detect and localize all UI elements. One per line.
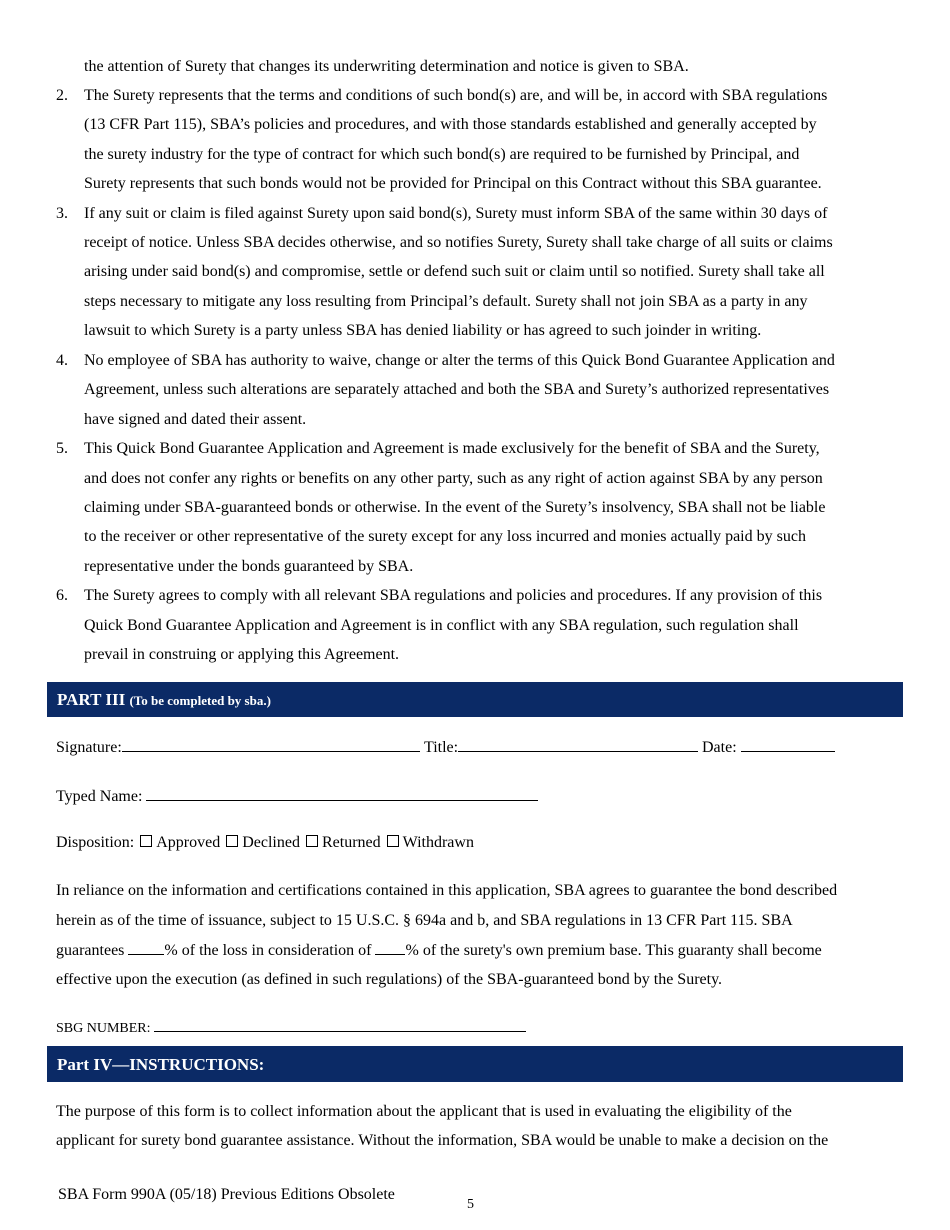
item-number: 6. [56, 587, 68, 604]
item-line: prevail in construing or applying this Agreement. [84, 646, 400, 663]
date-line[interactable] [741, 737, 835, 752]
form-footer-id: SBA Form 990A (05/18) Previous Editions Obsolete [58, 1186, 395, 1203]
sbg-number-label: SBG NUMBER: [56, 1021, 151, 1036]
returned-label: Returned [321, 834, 381, 851]
disposition-row [56, 833, 474, 853]
part3-header [47, 682, 903, 717]
signature-label: Signature: [56, 739, 122, 756]
date-field[interactable] [702, 737, 835, 758]
part3-title: PART III [57, 690, 126, 709]
declined-checkbox[interactable] [226, 835, 238, 847]
typed-name-line[interactable] [146, 786, 538, 801]
sbg-number-line[interactable] [154, 1019, 526, 1032]
reliance-line: In reliance on the information and certifications contained in this application, SBA agrees to guarantee the bond described [56, 882, 838, 899]
part4-title: Part IV—INSTRUCTIONS: [57, 1055, 265, 1074]
typed-name-field[interactable] [56, 786, 538, 807]
item-line: representative under the bonds guaranteed by SBA. [84, 558, 414, 575]
title-field[interactable] [424, 737, 698, 758]
typed-name-label: Typed Name: [56, 788, 143, 805]
item-line: Quick Bond Guarantee Application and Agreement is in conflict with any SBA regulation, such regulation shall [84, 617, 799, 634]
guarantees-line [56, 940, 822, 961]
title-label: Title: [424, 739, 459, 756]
guarantees-text: % of the loss in consideration of [164, 942, 372, 959]
instructions-line: applicant for surety bond guarantee assistance. Without the information, SBA would be unable to make a decision on the [56, 1132, 829, 1149]
instructions-line: The purpose of this form is to collect information about the applicant that is used in evaluating the eligibility of the [56, 1103, 792, 1120]
withdrawn-label: Withdrawn [402, 834, 474, 851]
item-line: (13 CFR Part 115), SBA’s policies and procedures, and with those standards established and generally accepted by [84, 116, 817, 133]
reliance-line: herein as of the time of issuance, subject to 15 U.S.C. § 694a and b, and SBA regulations in 13 CFR Part 115. SBA [56, 912, 793, 929]
declined-label: Declined [242, 834, 300, 851]
guarantees-text: guarantees [56, 942, 125, 959]
date-label: Date: [702, 739, 737, 756]
page-number: 5 [467, 1197, 474, 1212]
loss-percent-blank[interactable] [128, 940, 164, 955]
item-line: have signed and dated their assent. [84, 411, 307, 428]
returned-checkbox[interactable] [306, 835, 318, 847]
approved-label: Approved [156, 834, 221, 851]
item-line: Agreement, unless such alterations are separately attached and both the SBA and Surety’s authorized representatives [84, 381, 830, 398]
item-line: claiming under SBA-guaranteed bonds or otherwise. In the event of the Surety’s insolvency, SBA shall not be liable [84, 499, 826, 516]
premium-percent-blank[interactable] [375, 940, 405, 955]
item-line: receipt of notice. Unless SBA decides otherwise, and so notifies Surety, Surety shall take charge of all suits or claims [84, 234, 833, 251]
signature-line[interactable] [122, 737, 420, 752]
part3-subtitle: (To be completed by sba.) [129, 693, 271, 708]
intro-line: the attention of Surety that changes its underwriting determination and notice is given to SBA. [84, 58, 689, 75]
reliance-line: effective upon the execution (as defined in such regulations) of the SBA-guaranteed bond by the Surety. [56, 971, 723, 988]
item-line: If any suit or claim is filed against Surety upon said bond(s), Surety must inform SBA of the same within 30 days of [84, 205, 828, 222]
item-line: lawsuit to which Surety is a party unless SBA has denied liability or has agreed to such joinder in writing. [84, 322, 762, 339]
withdrawn-checkbox[interactable] [387, 835, 399, 847]
item-number: 4. [56, 352, 68, 369]
disposition-label: Disposition: [56, 834, 135, 851]
item-line: Surety represents that such bonds would not be provided for Principal on this Contract without this SBA guarantee. [84, 175, 822, 192]
item-line: steps necessary to mitigate any loss resulting from Principal’s default. Surety shall not join SBA as a party in any [84, 293, 808, 310]
item-line: the surety industry for the type of contract for which such bond(s) are required to be furnished by Principal, and [84, 146, 800, 163]
title-line[interactable] [458, 737, 698, 752]
signature-field[interactable] [56, 737, 420, 758]
item-line: This Quick Bond Guarantee Application and Agreement is made exclusively for the benefit of SBA and the Surety, [84, 440, 820, 457]
approved-checkbox[interactable] [140, 835, 152, 847]
part4-header [47, 1046, 903, 1082]
guarantees-text: % of the surety's own premium base. This guaranty shall become [405, 942, 822, 959]
item-number: 5. [56, 440, 68, 457]
item-line: arising under said bond(s) and compromise, settle or defend such suit or claim until so notified. Surety shall take all [84, 263, 825, 280]
item-line: to the receiver or other representative of the surety except for any loss incurred and monies actually paid by such [84, 528, 806, 545]
item-line: and does not confer any rights or benefits on any other party, such as any right of action against SBA by any person [84, 470, 823, 487]
item-number: 2. [56, 87, 68, 104]
item-line: No employee of SBA has authority to waive, change or alter the terms of this Quick Bond Guarantee Application and [84, 352, 835, 369]
sbg-number-field[interactable] [56, 1019, 526, 1039]
item-line: The Surety represents that the terms and conditions of such bond(s) are, and will be, in accord with SBA regulations [84, 87, 828, 104]
item-line: The Surety agrees to comply with all relevant SBA regulations and policies and procedures. If any provision of this [84, 587, 823, 604]
item-number: 3. [56, 205, 68, 222]
